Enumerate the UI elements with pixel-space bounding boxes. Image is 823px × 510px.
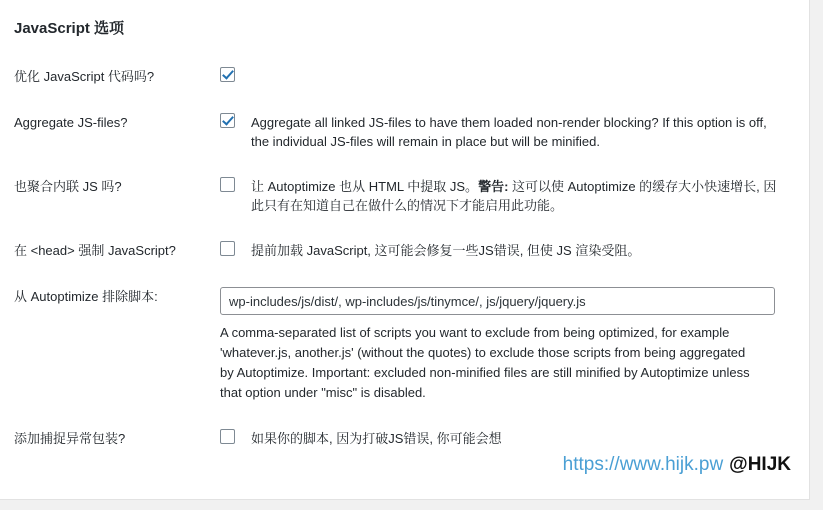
aggregate-inline-js-field xyxy=(220,164,809,228)
table-row xyxy=(0,164,809,228)
force-js-in-head-label: 在 <head> 强制 JavaScript? xyxy=(14,243,176,258)
javascript-options-table xyxy=(0,54,809,462)
aggregate-js-field xyxy=(220,100,809,164)
exclude-scripts-input[interactable] xyxy=(220,287,775,315)
exclude-scripts-field xyxy=(220,274,809,416)
watermark-url: https://www.hijk.pw xyxy=(562,454,724,475)
aggregate-inline-js-checkbox[interactable] xyxy=(220,177,235,192)
optimize-js-field xyxy=(220,54,809,100)
aggregate-js-label: Aggregate JS-files? xyxy=(14,115,128,130)
try-catch-wrapping-checkbox[interactable] xyxy=(220,429,235,444)
try-catch-wrapping-label: 添加捕捉异常包装? xyxy=(14,431,126,446)
try-catch-wrapping-description: 如果你的脚本, 因为打破JS错误, 你可能会想 xyxy=(251,431,502,446)
table-row xyxy=(0,228,809,274)
table-row xyxy=(0,100,809,164)
aggregate-inline-js-description xyxy=(251,177,781,215)
description-pre: 让 Autoptimize 也从 HTML 中提取 JS。 xyxy=(251,179,479,194)
watermark-tag: @HIJK xyxy=(729,454,791,475)
description-warning: 警告: xyxy=(478,179,509,194)
watermark xyxy=(563,453,791,477)
aggregate-inline-js-label: 也聚合内联 JS 吗? xyxy=(14,179,122,194)
table-row xyxy=(0,274,809,416)
table-row xyxy=(0,54,809,100)
exclude-scripts-label: 从 Autoptimize 排除脚本: xyxy=(14,289,158,304)
force-js-in-head-checkbox[interactable] xyxy=(220,241,235,256)
force-js-in-head-field xyxy=(220,228,809,274)
page-title: JavaScript 选项 xyxy=(14,20,125,37)
force-js-in-head-description: 提前加载 JavaScript, 这可能会修复一些JS错误, 但使 JS 渲染受阻。 xyxy=(251,243,641,258)
description-post: 这可以使 Autoptimize 的缓存大小快速增长, 因此只有在知道自己在做什么的情况下才能启用此功能。 xyxy=(251,179,777,213)
aggregate-js-checkbox[interactable] xyxy=(220,113,235,128)
aggregate-js-description: Aggregate all linked JS-files to have them loaded non-render blocking? If this option is off, the individual JS-files will remain in place but will be minified. xyxy=(251,115,767,149)
optimize-js-checkbox[interactable] xyxy=(220,67,235,82)
exclude-scripts-help: A comma-separated list of scripts you want to exclude from being optimized, for example 'whatever.js, another.js' (without the quotes) to exclude those scripts from being aggregated by Autoptimize. Important: excluded non-minified files are still minified by Autoptimize unless that option under "misc" is disabled. xyxy=(220,325,750,400)
optimize-js-label: 优化 JavaScript 代码吗? xyxy=(14,69,155,84)
